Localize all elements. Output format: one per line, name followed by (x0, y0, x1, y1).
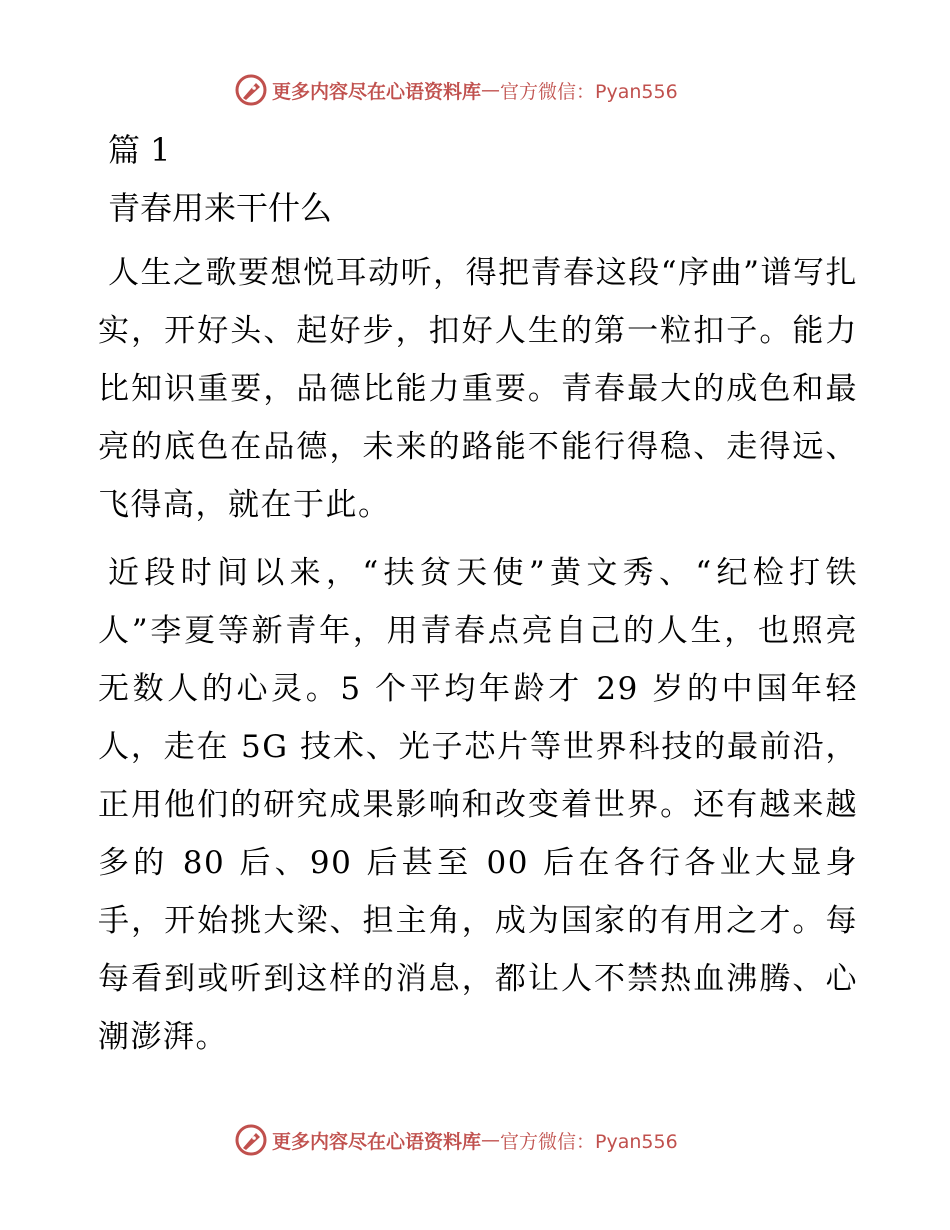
pen-nib-logo-icon (234, 1123, 268, 1157)
pen-nib-logo-icon (234, 73, 268, 107)
banner-dash: — (481, 1129, 501, 1151)
section-heading: 篇 1 (108, 131, 171, 169)
banner-main-text: 更多内容尽在心语资料库 (272, 1130, 482, 1153)
article-title: 青春用来干什么 (108, 189, 333, 227)
footer-banner (234, 1122, 678, 1158)
banner-main-text: 更多内容尽在心语资料库 (272, 80, 482, 103)
paragraph-2: 近段时间以来，“扶贫天使”黄文秀、“纪检打铁人”李夏等新青年，用青春点亮自己的人生，也照亮无数人的心灵。5 个平均年龄才 29 岁的中国年轻人，走在 5G 技术、光子芯片等世界科技的最前沿，正用他们的研究成果影响和改变着世界。还有越来越多的 80 后、90 后甚至 00 后在各行各业大显身手，开始挑大梁、担主角，成为国家的有用之才。每每看到或听到这样的消息，都让人不禁热血沸腾、心潮澎湃。 (98, 555, 858, 1055)
document-body (98, 120, 858, 1066)
header-banner (234, 72, 678, 108)
banner-dash: — (481, 79, 501, 101)
banner-wechat-text: 官方微信：Pyan556 (500, 1130, 678, 1153)
banner-wechat-text: 官方微信：Pyan556 (500, 80, 678, 103)
paragraph-1: 人生之歌要想悦耳动听，得把青春这段“序曲”谱写扎实，开好头、起好步，扣好人生的第一粒扣子。能力比知识重要，品德比能力重要。青春最大的成色和最亮的底色在品德，未来的路能不能行得稳、走得远、飞得高，就在于此。 (98, 255, 858, 523)
